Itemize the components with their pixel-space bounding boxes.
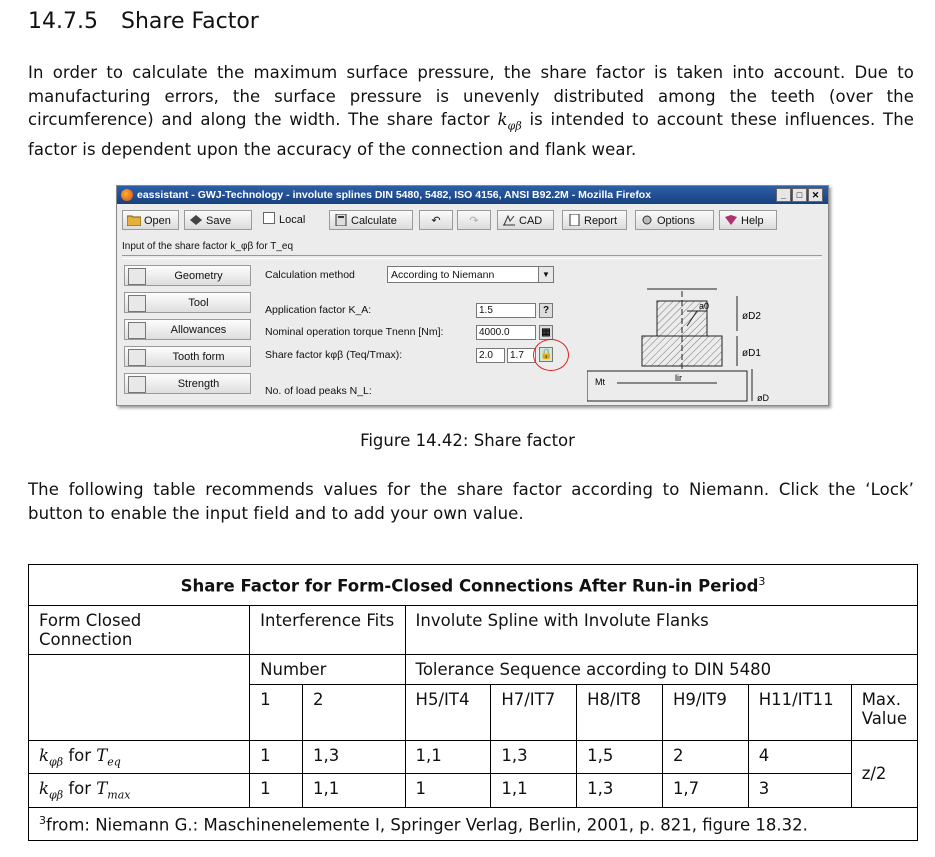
table-row bbox=[29, 774, 918, 807]
nav-geometry[interactable]: Geometry bbox=[124, 265, 251, 286]
cad-icon bbox=[502, 214, 516, 226]
d1-label: øD1 bbox=[742, 348, 761, 359]
folder-icon bbox=[127, 214, 141, 226]
intro-text-2: is intended to account these influences. The factor is dependent upon the accuracy of the connection and flank wear. bbox=[28, 110, 914, 159]
tol-h7: H7/IT7 bbox=[491, 685, 577, 741]
tol-h9: H9/IT9 bbox=[662, 685, 748, 741]
col-form-closed: Form Closed Connection bbox=[29, 606, 250, 655]
redo-button[interactable] bbox=[457, 210, 491, 230]
cell: 1,7 bbox=[662, 774, 748, 807]
maximize-icon[interactable]: □ bbox=[792, 188, 807, 202]
calculator-icon bbox=[334, 214, 348, 226]
d2-label: øD2 bbox=[742, 311, 761, 322]
firefox-icon bbox=[121, 189, 133, 201]
redo-icon: ↷ bbox=[469, 215, 479, 227]
tol-h11: H11/IT11 bbox=[748, 685, 851, 741]
options-icon bbox=[640, 214, 654, 226]
cell: 1,1 bbox=[405, 741, 491, 774]
lock-icon: 🔒 bbox=[540, 349, 553, 360]
calculator-small-icon: ▦ bbox=[541, 327, 551, 338]
chevron-down-icon: ▼ bbox=[538, 267, 553, 282]
local-check[interactable] bbox=[263, 212, 275, 224]
cad-button[interactable]: CAD bbox=[497, 210, 554, 230]
geometry-icon bbox=[128, 268, 146, 285]
share-tmax-input[interactable]: 1.7 bbox=[507, 348, 536, 363]
cell: 4 bbox=[748, 741, 851, 774]
cell: 3 bbox=[748, 774, 851, 807]
calc-method-select[interactable]: According to Niemann ▼ bbox=[387, 266, 554, 283]
tool-icon bbox=[128, 295, 146, 312]
cell: 1,1 bbox=[302, 774, 405, 807]
tooth-form-icon bbox=[128, 349, 146, 366]
strength-icon bbox=[128, 376, 146, 393]
torque-lock-button[interactable] bbox=[539, 325, 553, 340]
save-button[interactable]: Save bbox=[184, 210, 252, 230]
table-row bbox=[29, 741, 918, 774]
load-peaks-label: No. of load peaks N_L: bbox=[265, 385, 372, 397]
tolerance-label: Tolerance Sequence according to DIN 5480 bbox=[405, 655, 917, 685]
cell: 1 bbox=[250, 741, 303, 774]
nav-tooth-form[interactable]: Tooth form bbox=[124, 346, 251, 367]
share-factor-symbol: $k_{\varphi\beta}$ bbox=[497, 110, 522, 133]
window-title: eassistant - GWJ-Technology - involute splines DIN 5480, 5482, ISO 4156, ANSI B92.2M - Mozilla Firefox bbox=[137, 189, 652, 201]
help-book-icon bbox=[724, 214, 738, 226]
options-button[interactable]: Options bbox=[635, 210, 714, 230]
local-checkbox[interactable]: Local bbox=[259, 210, 322, 230]
mt-label: Mt bbox=[595, 377, 605, 387]
lock-paragraph: The following table recommends values for the share factor according to Niemann. Click the ‘Lock’ button to enable the input field and to add your own value. bbox=[28, 480, 914, 523]
cell: 1 bbox=[250, 774, 303, 807]
share-teq-input[interactable]: 2.0 bbox=[476, 348, 505, 363]
calculate-button[interactable]: Calculate bbox=[329, 210, 413, 230]
open-button[interactable]: Open bbox=[122, 210, 179, 230]
torque-input[interactable]: 4000.0 bbox=[476, 325, 536, 340]
close-icon[interactable]: ✕ bbox=[808, 188, 823, 202]
app-factor-label: Application factor K_A: bbox=[265, 304, 372, 316]
nav-allowances[interactable]: Allowances bbox=[124, 319, 251, 340]
lir-label: lir bbox=[675, 373, 682, 383]
table-footnote: $^3$from: Niemann G.: Maschinenelemente I, Springer Verlag, Berlin, 2001, p. 821, figure 18.32. bbox=[29, 807, 918, 841]
col-interference: Interference Fits bbox=[250, 606, 405, 655]
cell: 1 bbox=[405, 774, 491, 807]
input-caption: Input of the share factor k_φβ for T_eq bbox=[122, 241, 294, 252]
number-label: Number bbox=[250, 655, 405, 685]
toolbar bbox=[117, 206, 828, 232]
share-factor-table bbox=[28, 564, 918, 841]
number-1: 1 bbox=[250, 685, 303, 741]
app-factor-input[interactable]: 1.5 bbox=[476, 303, 536, 318]
max-value-header: Max. Value bbox=[851, 685, 917, 741]
cell: 2 bbox=[662, 741, 748, 774]
save-icon bbox=[189, 214, 203, 226]
cell: 1,5 bbox=[577, 741, 663, 774]
intro-text-1: In order to calculate the maximum surface pressure, the share factor is taken into account. Due to manufacturing errors, the surface pressure is unevenly distributed among the teeth (over the circumference) and along the width. The share factor bbox=[28, 63, 914, 129]
torque-label: Nominal operation torque Tnenn [Nm]: bbox=[265, 326, 444, 338]
help-button[interactable]: Help bbox=[719, 210, 777, 230]
row-label-tmax: $k_{\varphi\beta}$ for $T_{max}$ bbox=[29, 774, 250, 807]
figure-caption: Figure 14.42: Share factor bbox=[360, 431, 575, 450]
calc-method-label: Calculation method bbox=[265, 269, 355, 281]
undo-icon: ↶ bbox=[431, 215, 441, 227]
cell: 1,3 bbox=[302, 741, 405, 774]
col-spline: Involute Spline with Involute Flanks bbox=[405, 606, 917, 655]
empty-cell bbox=[29, 655, 250, 741]
tol-h5: H5/IT4 bbox=[405, 685, 491, 741]
cell: 1,3 bbox=[491, 741, 577, 774]
help-mark-button[interactable]: ? bbox=[539, 303, 553, 318]
spline-drawing bbox=[587, 281, 827, 406]
divider bbox=[122, 255, 822, 259]
window-titlebar bbox=[117, 186, 828, 204]
section-heading bbox=[28, 9, 259, 34]
nav-strength[interactable]: Strength bbox=[124, 373, 251, 394]
row-label-teq: $k_{\varphi\beta}$ for $T_{eq}$ bbox=[29, 741, 250, 774]
od-label: øD bbox=[757, 393, 769, 403]
minimize-icon[interactable]: _ bbox=[776, 188, 791, 202]
section-title: Share Factor bbox=[121, 9, 259, 34]
undo-button[interactable] bbox=[419, 210, 453, 230]
report-button[interactable]: Report bbox=[562, 210, 627, 230]
intro-paragraph bbox=[28, 61, 914, 161]
app-screenshot bbox=[116, 185, 829, 406]
allowances-icon bbox=[128, 322, 146, 339]
max-value-cell: z/2 bbox=[851, 741, 917, 808]
tol-h8: H8/IT8 bbox=[577, 685, 663, 741]
window-controls bbox=[775, 188, 823, 202]
nav-tool[interactable]: Tool bbox=[124, 292, 251, 313]
a0-label: a0 bbox=[699, 301, 710, 311]
share-factor-label: Share factor kφβ (Teq/Tmax): bbox=[265, 349, 403, 361]
table-caption: Share Factor for Form-Closed Connections After Run-in Period$^3$ bbox=[29, 565, 918, 606]
shaft-outline bbox=[587, 371, 747, 401]
number-2: 2 bbox=[302, 685, 405, 741]
report-icon bbox=[567, 214, 581, 226]
cell: 1,3 bbox=[577, 774, 663, 807]
lock-highlight-circle bbox=[533, 339, 569, 371]
section-number: 14.7.5 bbox=[28, 9, 98, 34]
cell: 1,1 bbox=[491, 774, 577, 807]
